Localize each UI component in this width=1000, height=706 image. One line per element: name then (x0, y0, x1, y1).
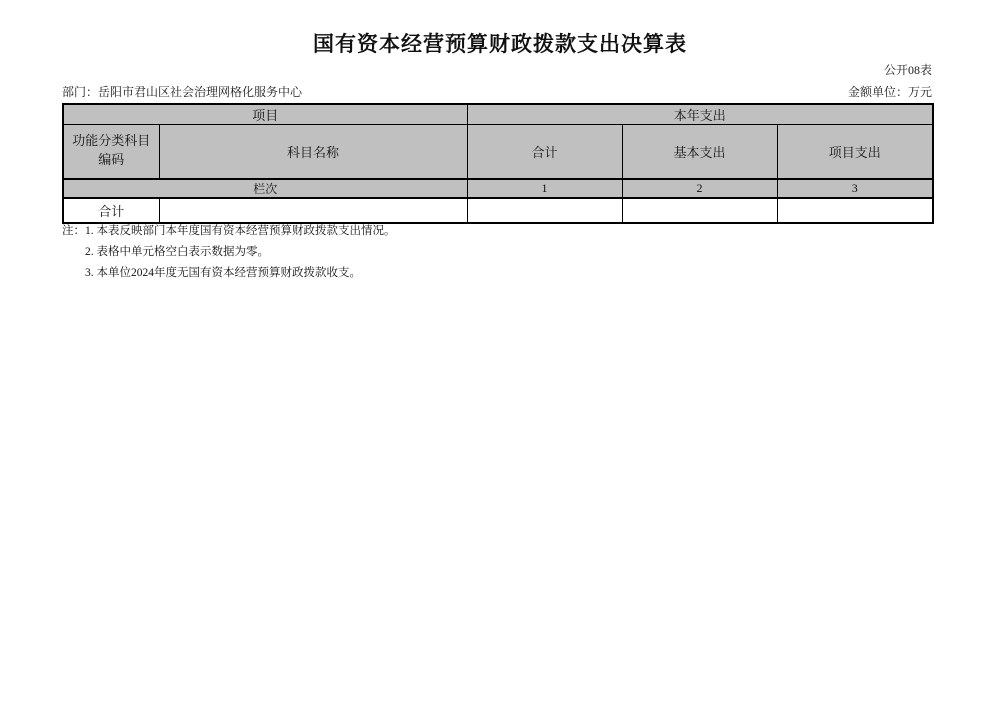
table-group-header-row (63, 104, 933, 125)
total-row-code-cell: 合计 (63, 198, 159, 223)
column-header-subject-name: 科目名称 (159, 125, 467, 179)
function-code-line1: 功能分类科目 (72, 133, 151, 149)
group-header-project: 项目 (63, 104, 467, 125)
form-code-label: 公开08表 (883, 63, 932, 77)
table-column-header-row (63, 125, 933, 179)
table-row-total (63, 198, 933, 223)
note-line-2: 2. 表格中单元格空白表示数据为零。 (85, 246, 269, 258)
total-row-total-cell (467, 198, 622, 223)
table-notes (62, 221, 932, 284)
index-col-1: 1 (467, 179, 622, 198)
department-label: 部门： (62, 85, 99, 99)
note-line-1: 注：1. 本表反映部门本年度国有资本经营预算财政拨款支出情况。 (62, 225, 396, 237)
amount-unit-label: 金额单位：万元 (847, 85, 932, 99)
expenditure-table (62, 103, 934, 224)
column-header-basic-expenditure: 基本支出 (622, 125, 777, 179)
page-title: 国有资本经营预算财政拨款支出决算表 (313, 32, 687, 56)
function-code-line2: 编码 (98, 152, 125, 168)
index-col-2: 2 (622, 179, 777, 198)
department-name: 岳阳市君山区社会治理网格化服务中心 (98, 85, 303, 99)
total-row-subject-cell (159, 198, 467, 223)
index-row-label: 栏次 (63, 179, 467, 198)
index-col-3: 3 (777, 179, 933, 198)
column-header-total: 合计 (467, 125, 622, 179)
group-header-current-year-expenditure: 本年支出 (467, 104, 933, 125)
total-row-basic-cell (622, 198, 777, 223)
meta-line (62, 83, 932, 100)
department-line (62, 83, 302, 100)
table-index-row (63, 179, 933, 198)
column-header-project-expenditure: 项目支出 (777, 125, 933, 179)
column-header-function-code (63, 125, 159, 179)
note-line-3: 3. 本单位2024年度无国有资本经营预算财政拨款收支。 (85, 267, 361, 279)
total-row-project-cell (777, 198, 933, 223)
